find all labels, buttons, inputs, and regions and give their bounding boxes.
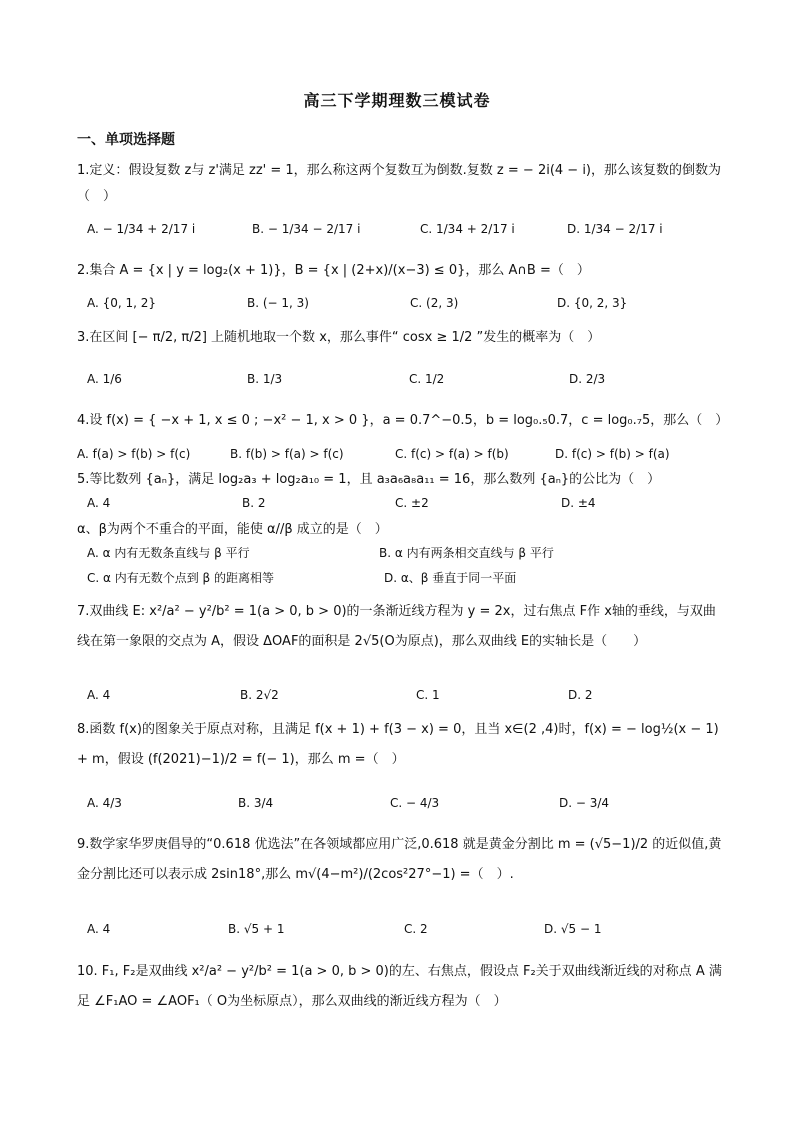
option-7b: B. 2√2 xyxy=(240,688,279,702)
options-7 xyxy=(87,682,724,708)
option-2a: A. {0, 1, 2} xyxy=(87,296,157,310)
question-8: 8.函数 f(x)的图象关于原点对称，且满足 f(x + 1) + f(3 − x) = 0，且当 x∈(2 ,4)时，f(x) = − log½(x − 1) + m，假设 (f(2021)−1)/2 = f(− 1)，那么 m =（ ） xyxy=(77,722,719,767)
options-2 xyxy=(87,290,724,316)
option-3c: C. 1/2 xyxy=(409,372,445,386)
question-7: 7.双曲线 E: x²/a² − y²/b² = 1(a > 0, b > 0)的一条渐近线方程为 y = 2x，过右焦点 F作 x轴的垂线，与双曲线在第一象限的交点为 A，假设 ΔOAF的面积是 2√5(O为原点)，那么双曲线 E的实轴长是（ ） xyxy=(77,604,716,649)
option-8b: B. 3/4 xyxy=(238,796,274,810)
option-2d: D. {0, 2, 3} xyxy=(557,296,628,310)
option-9c: C. 2 xyxy=(404,922,428,936)
options-9 xyxy=(87,916,724,942)
option-1c: C. 1/34 + 2/17 i xyxy=(420,222,515,236)
option-6c: C. α 内有无数个点到 β 的距离相等 xyxy=(87,571,275,585)
option-3b: B. 1/3 xyxy=(247,372,283,386)
question-3: 3.在区间 [− π/2, π/2] 上随机地取一个数 x，那么事件“ cosx ≥ 1/2 ”发生的概率为（ ） xyxy=(77,330,601,345)
section-heading: 一、单项选择题 xyxy=(77,132,175,148)
option-7c: C. 1 xyxy=(416,688,440,702)
option-8c: C. − 4/3 xyxy=(390,796,440,810)
question-5: 5.等比数列 {aₙ}，满足 log₂a₃ + log₂a₁₀ = 1，且 a₃a₆a₈a₁₁ = 16，那么数列 {aₙ}的公比为（ ） xyxy=(77,472,661,487)
options-6-row2 xyxy=(87,565,724,591)
option-6a: A. α 内有无数条直线与 β 平行 xyxy=(87,546,250,560)
options-1 xyxy=(87,216,724,242)
option-8d: D. − 3/4 xyxy=(559,796,610,810)
option-1d: D. 1/34 − 2/17 i xyxy=(567,222,663,236)
option-5d: D. ±4 xyxy=(561,496,596,510)
option-4b: B. f(b) > f(a) > f(c) xyxy=(230,447,344,461)
option-3a: A. 1/6 xyxy=(87,372,122,386)
option-3d: D. 2/3 xyxy=(569,372,606,386)
option-9a: A. 4 xyxy=(87,922,111,936)
option-4a: A. f(a) > f(b) > f(c) xyxy=(77,447,191,461)
option-8a: A. 4/3 xyxy=(87,796,122,810)
option-5c: C. ±2 xyxy=(395,496,429,510)
question-10: 10. F₁, F₂是双曲线 x²/a² − y²/b² = 1(a > 0, b > 0)的左、右焦点，假设点 F₂关于双曲线渐近线的对称点 A 满足 ∠F₁AO = ∠AOF₁（ O为坐标原点），那么双曲线的渐近线方程为（ ） xyxy=(77,964,722,1009)
options-5 xyxy=(87,490,724,516)
option-6b: B. α 内有两条相交直线与 β 平行 xyxy=(379,546,554,560)
option-2c: C. (2, 3) xyxy=(410,296,459,310)
option-1b: B. − 1/34 − 2/17 i xyxy=(252,222,361,236)
option-1a: A. − 1/34 + 2/17 i xyxy=(87,222,196,236)
option-5b: B. 2 xyxy=(242,496,266,510)
options-4 xyxy=(77,441,724,467)
option-7a: A. 4 xyxy=(87,688,111,702)
page-title: 高三下学期理数三模试卷 xyxy=(303,91,491,110)
options-6-row1 xyxy=(87,540,724,566)
option-2b: B. (− 1, 3) xyxy=(247,296,309,310)
option-6d: D. α、β 垂直于同一平面 xyxy=(384,571,517,585)
question-2: 2.集合 A = {x | y = log₂(x + 1)}，B = {x | (2+x)/(x−3) ≤ 0}，那么 A∩B =（ ） xyxy=(77,263,590,278)
question-9: 9.数学家华罗庚倡导的“0.618 优选法”在各领域都应用广泛,0.618 就是黄金分割比 m = (√5−1)/2 的近似值,黄金分割比还可以表示成 2sin18°,那么 m√(4−m²)/(2cos²27°−1) =（ ）. xyxy=(77,837,722,882)
option-4d: D. f(c) > f(b) > f(a) xyxy=(555,447,670,461)
question-1: 1.定义：假设复数 z与 z'满足 zz' = 1，那么称这两个复数互为倒数.复数 z = − 2i(4 − i)，那么该复数的倒数为（ ） xyxy=(77,163,722,204)
question-4: 4.设 f(x) = { −x + 1, x ≤ 0 ; −x² − 1, x > 0 }，a = 0.7^−0.5，b = log₀.₅0.7，c = log₀.₇5，那么（ ） xyxy=(77,413,729,428)
option-9b: B. √5 + 1 xyxy=(228,922,285,936)
question-6: α、β为两个不重合的平面，能使 α//β 成立的是（ ） xyxy=(77,522,388,537)
option-4c: C. f(c) > f(a) > f(b) xyxy=(395,447,509,461)
option-9d: D. √5 − 1 xyxy=(544,922,602,936)
options-8 xyxy=(87,790,724,816)
option-5a: A. 4 xyxy=(87,496,111,510)
options-3 xyxy=(87,366,724,392)
option-7d: D. 2 xyxy=(568,688,593,702)
